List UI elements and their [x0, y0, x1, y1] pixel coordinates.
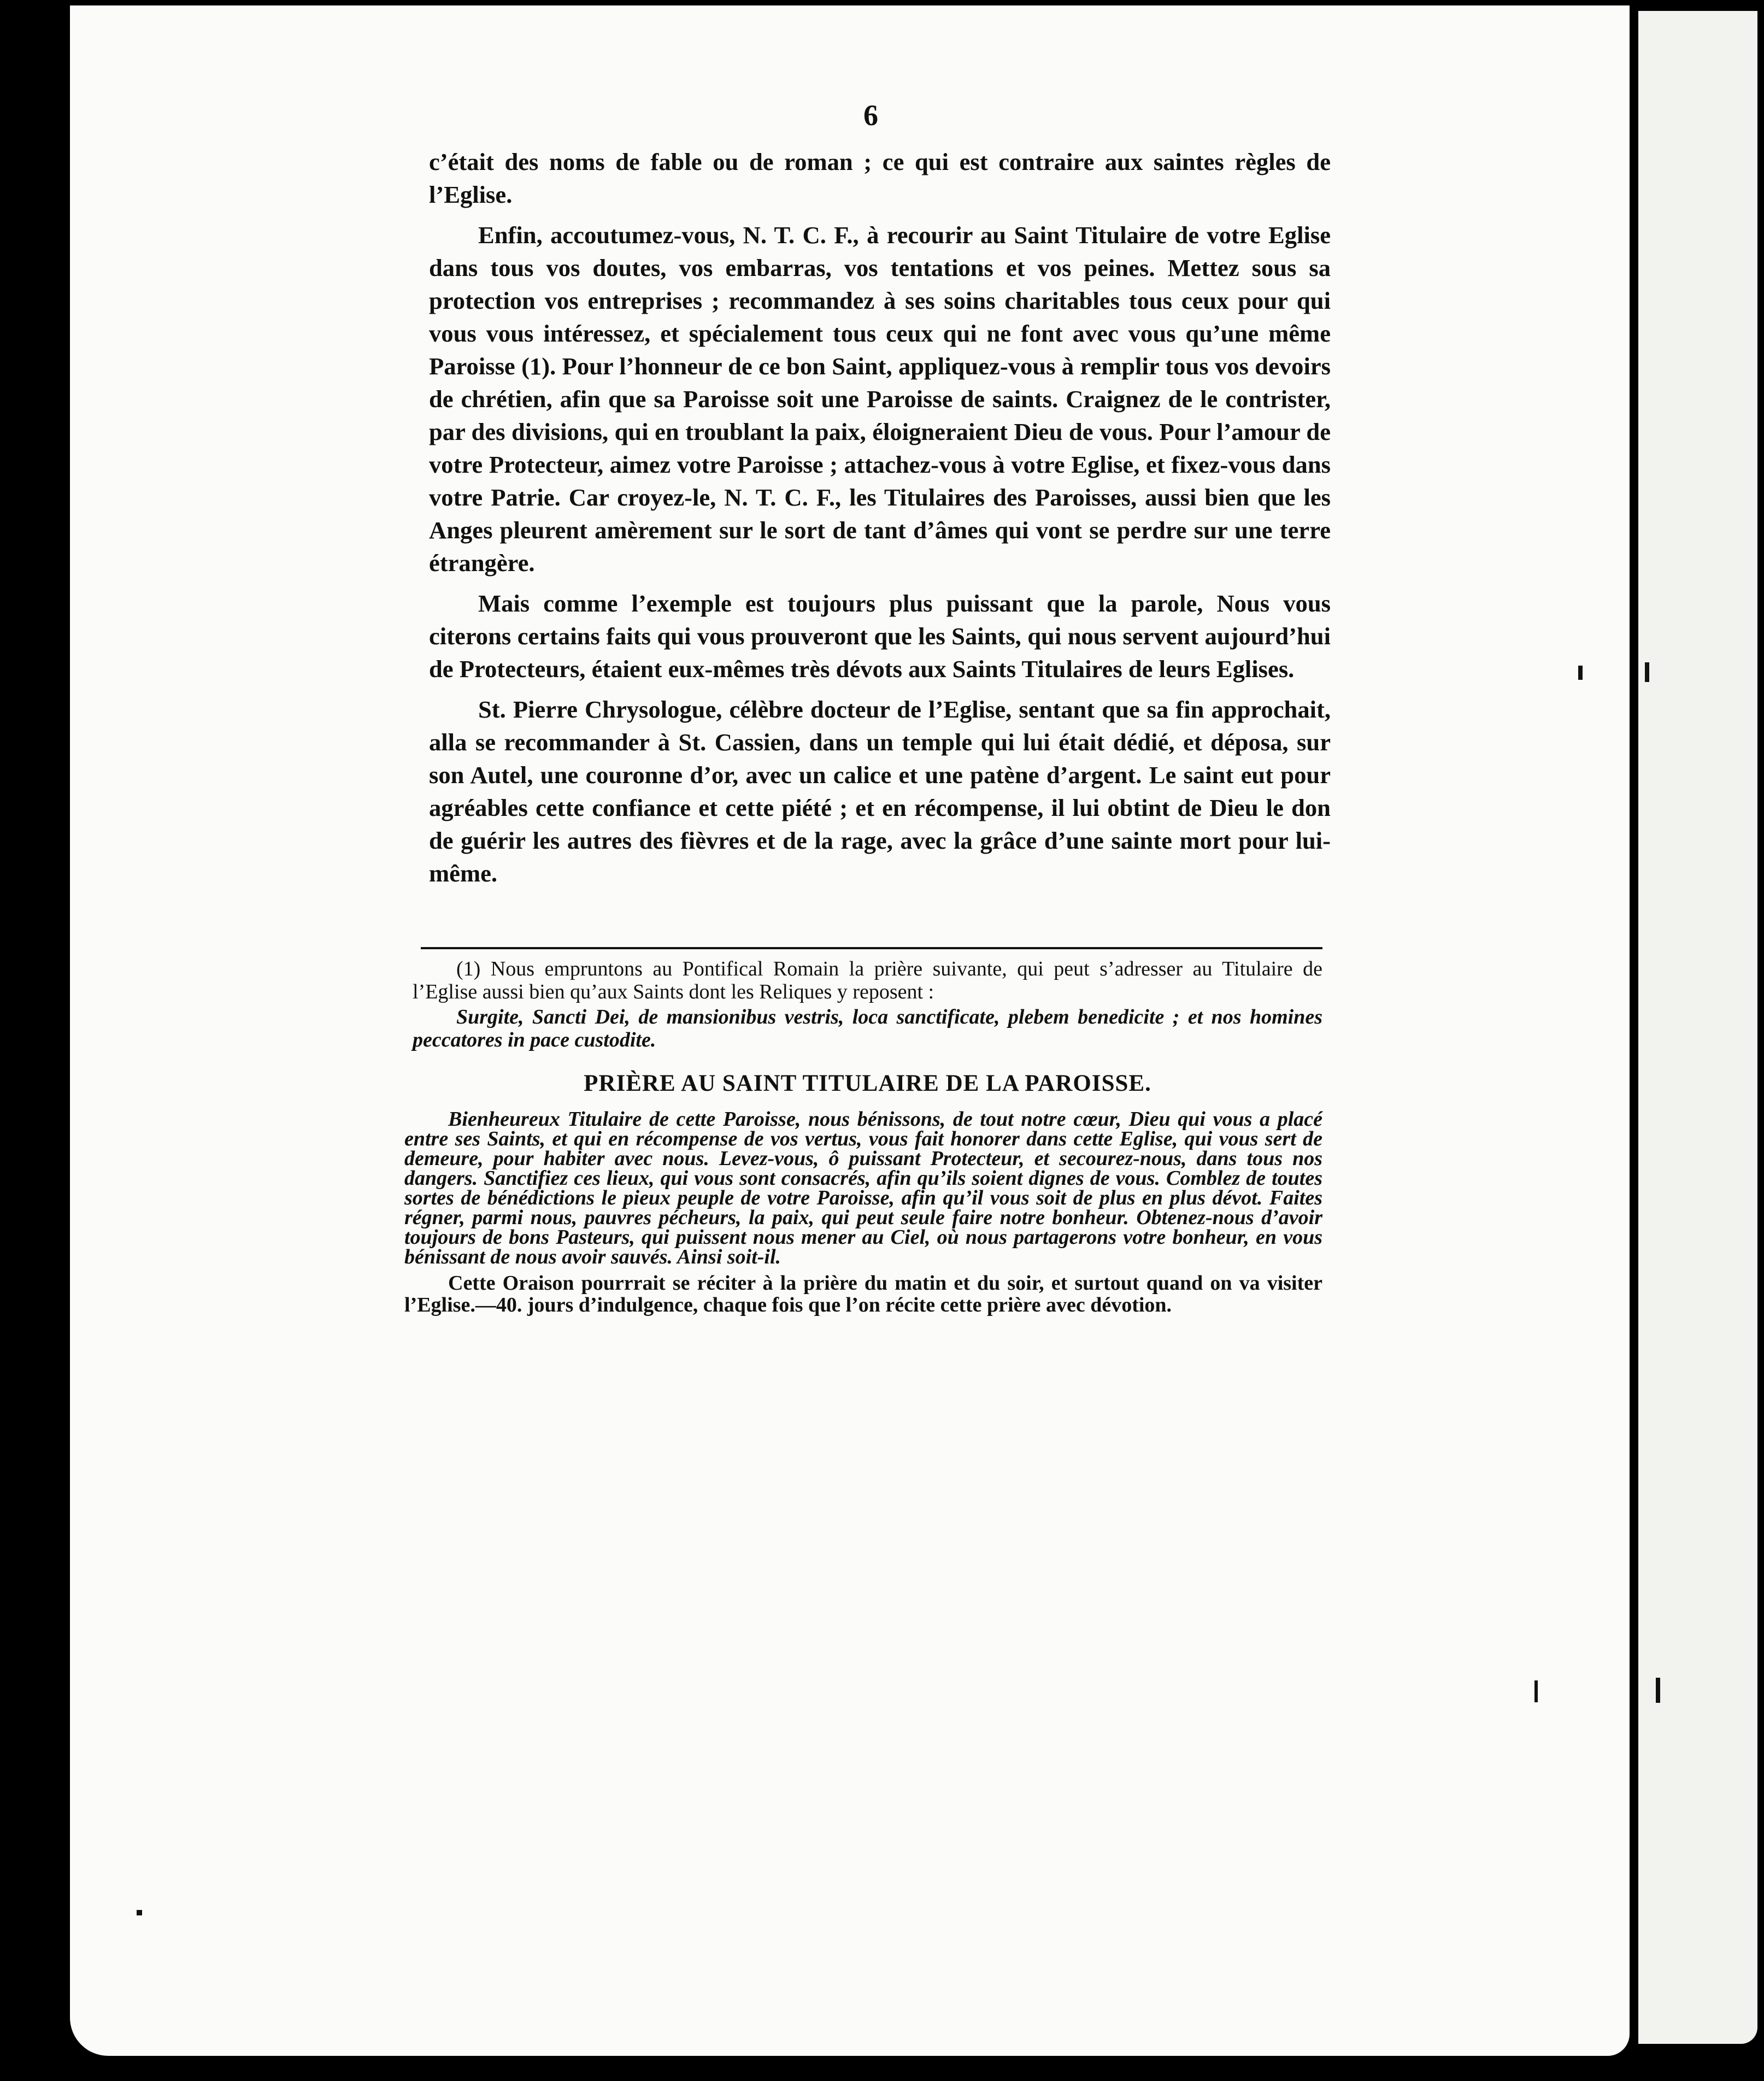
scan-mark — [137, 1910, 142, 1915]
adjacent-page-edge — [1638, 11, 1757, 2044]
footnote-text: (1) Nous empruntons au Pontifical Romain la prière suivante, qui peut s’adresser au Titulaire de l’Eglise aussi bien qu’aux Saints dont les Reliques y reposent : — [413, 957, 1322, 1003]
paragraph: Enfin, accoutumez-vous, N. T. C. F., à recourir au Saint Titulaire de votre Eglise dans tous vos doutes, vos embarras, vos tentations et vos peines. Mettez sous sa protection vos entreprises ; recommandez à ses soins charitables tous ceux pour qui vous vous intéressez, et spécialement tous ceux qui ne font avec vous qu’une même Paroisse (1). Pour l’honneur de ce bon Saint, appliquez-vous à remplir tous vos devoirs de chrétien, afin que sa Paroisse soit une Paroisse de saints. Craignez de le contrister, par des divisions, qui en troublant la paix, éloigneraient Dieu de vous. Pour l’amour de votre Protecteur, aimez votre Paroisse ; attachez-vous à votre Eglise, et fixez-vous dans votre Patrie. Car croyez-le, N. T. C. F., les Titulaires des Paroisses, aussi bien que les Anges pleurent amèrement sur le sort de tant d’âmes qui vont se perdre sur une terre étrangère. — [429, 221, 1331, 577]
scan-mark — [1534, 1680, 1538, 1702]
paragraph: Mais comme l’exemple est toujours plus puissant que la parole, Nous vous citerons certains faits qui vous prouveront que les Saints, qui nous servent aujourd’hui de Protecteurs, étaient eux-mêmes très dévots aux Saints Titulaires de leurs Eglises. — [429, 590, 1331, 683]
footnote — [413, 957, 1322, 1051]
scan-mark — [1656, 1678, 1660, 1703]
paragraph: c’était des noms de fable ou de roman ; ce qui est contraire aux saintes règles de l’Eglise. — [429, 148, 1331, 208]
footnote-divider — [421, 947, 1322, 949]
prayer — [404, 1109, 1322, 1316]
prayer-note: Cette Oraison pourrrait se réciter à la prière du matin et du soir, et surtout quand on va visiter l’Eglise.—40. jours d’indulgence, chaque fois que l’on récite cette prière avec dévotion. — [404, 1272, 1322, 1316]
scan-mark — [1578, 666, 1583, 680]
footnote-latin: Surgite, Sancti Dei, de mansionibus vestris, loca sanctificate, plebem benedicite ; et nos homines peccatores in pace custodite. — [413, 1006, 1322, 1051]
scan-mark — [1645, 662, 1649, 682]
paragraph: St. Pierre Chrysologue, célèbre docteur de l’Eglise, sentant que sa fin approchait, alla se recommander à St. Cassien, dans un temple qui lui était dédié, et déposa, sur son Autel, une couronne d’or, avec un calice et une patène d’argent. Le saint eut pour agréables cette confiance et cette piété ; et en récompense, il lui obtint de Dieu le don de guérir les autres des fièvres et de la rage, avec la grâce d’une sainte mort pour lui-même. — [429, 696, 1331, 887]
prayer-title: PRIÈRE AU SAINT TITULAIRE DE LA PAROISSE. — [584, 1071, 1151, 1096]
prayer-text: Bienheureux Titulaire de cette Paroisse, nous bénissons, de tout notre cœur, Dieu qui vous a placé entre ses Saints, et qui en récompense de vos vertus, vous fait honorer dans cette Eglise, qui vous sert de demeure, pour habiter avec nous. Levez-vous, ô puissant Protecteur, et secourez-nous, dans tous nos dangers. Sanctifiez ces lieux, qui vous sont consacrés, afin qu’ils soient dignes de vous. Comblez de toutes sortes de bénédictions le pieux peuple de votre Paroisse, afin qu’il vous soit de plus en plus dévot. Faites régner, parmi nous, pauvres pécheurs, la paix, qui peut seule faire notre bonheur. Obtenez-nous d’avoir toujours de bons Pasteurs, qui puissent nous mener au Ciel, où nous partagerons votre bonheur, en vous bénissant de nous avoir sauvés. Ainsi soit-il. — [404, 1108, 1322, 1268]
main-text — [429, 145, 1331, 897]
page-number: 6 — [863, 99, 878, 132]
